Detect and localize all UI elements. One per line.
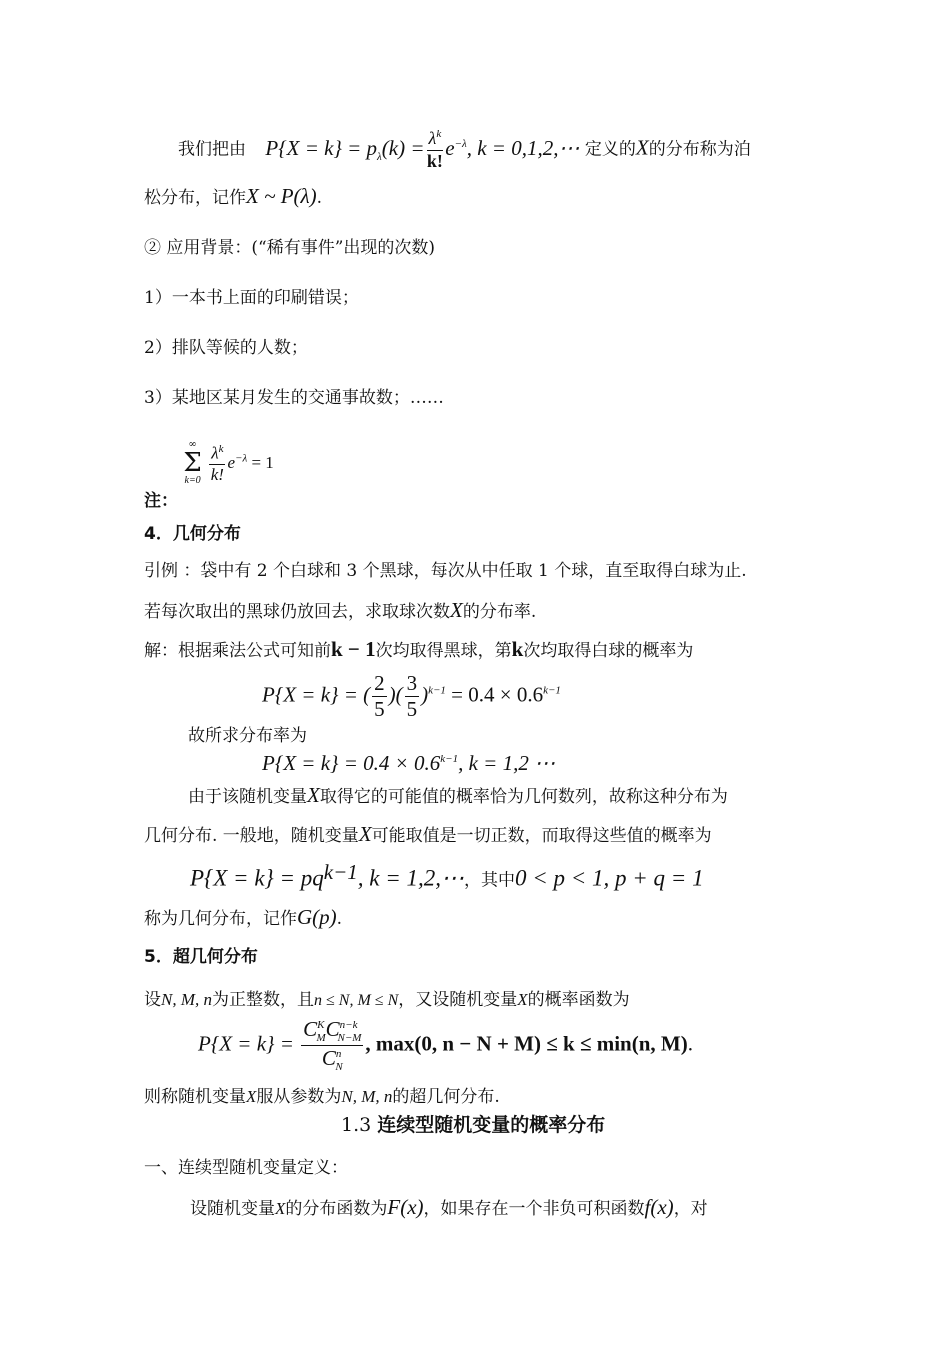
poisson-definition-line xyxy=(178,128,751,172)
note-label: 注： xyxy=(144,490,178,511)
definition-heading: 一、连续型随机变量定义： xyxy=(144,1158,348,1178)
section-heading-hypergeometric: 5．超几何分布 xyxy=(144,947,258,967)
section-title-text: 连续型随机变量的概率分布 xyxy=(377,1114,606,1136)
text: 定义的 xyxy=(584,139,636,160)
application-heading: ② 应用背景：(“稀有事件”出现的次数) xyxy=(144,238,436,258)
solution-line: 解：根据乘法公式可知前k − 1次均取得黑球，第k次均取得白球的概率为 xyxy=(144,637,694,661)
list-item: 1）一本书上面的印刷错误； xyxy=(144,288,359,308)
paragraph-line: 则称随机变量X服从参数为N, M, n的超几何分布. xyxy=(144,1087,500,1107)
text: 的分布称为泊 xyxy=(648,139,751,160)
var-x: X xyxy=(635,135,649,160)
example-line: 引例 ：袋中有 2 个白球和 3 个黑球，每次从中任取 1 个球，直至取得白球为止. xyxy=(144,561,747,581)
geometric-formula-2: $P\{X = k\} = 0.4 \times 0.6^{k-1}$, k = 1,2 ⋯ xyxy=(262,751,556,775)
paragraph-line: 设N, M, n为正整数，且n ≤ N, M ≤ N，又设随机变量X的概率函数为 xyxy=(144,990,630,1010)
section-title xyxy=(341,1116,605,1135)
paragraph-line: 设随机变量X的分布函数为F(x)，如果存在一个非负可积函数f(x)，对 xyxy=(190,1195,708,1219)
geometric-formula-3: $P\{X = k\} = pq^{k-1}$, k = 1,2,⋯，其中0 < p < 1, p + q = 1 xyxy=(190,860,704,891)
list-item: 2）排队等候的人数； xyxy=(144,338,308,358)
section-number: 1.3 xyxy=(341,1114,372,1136)
paragraph-line: 由于该随机变量X取得它的可能值的概率恰为几何数列，故称这种分布为 xyxy=(188,783,728,807)
formula: $P\{X = k\} = p_\lambda(k)$ = $\frac{\lambda^k}{k!}$ $e^{-\lambda}$, k = 0,1,2,⋯ xyxy=(265,128,580,171)
geometric-formula-1: P{X = k} = ( $\frac{2}{5}$ )( $\frac{3}{5}$ )$^{k-1} = 0.4 \times 0.6^{k-1}$ xyxy=(262,671,561,722)
text-line: 故所求分布率为 xyxy=(188,726,307,746)
note-formula: $\frac{\lambda^k}{k!}$ $e^{-\lambda} = 1$ xyxy=(210,442,274,484)
text: 我们把由 xyxy=(178,139,246,160)
example-line-2: 若每次取出的黑球仍放回去，求取球次数X的分布率. xyxy=(144,598,537,622)
poisson-notation-line: 松分布，记作X ~ P(λ). xyxy=(144,184,323,208)
list-item: 3）某地区某月发生的交通事故数；…… xyxy=(144,388,444,408)
paragraph-line: 称为几何分布，记作G(p). xyxy=(144,905,343,929)
paragraph-line: 几何分布. 一般地，随机变量X可能取值是一切正数，而取得这些值的概率为 xyxy=(144,822,712,846)
note-line xyxy=(144,439,274,511)
sum-symbol: ∞ Σ k=0 xyxy=(183,439,202,486)
section-heading-geometric: 4．几何分布 xyxy=(144,524,241,544)
hypergeometric-formula: P{X = k} = $\frac{C^K_MC^{n-k}_{N-M}}{C^n_N}$ , max(0, n − N + M) ≤ k ≤ min(n, M). xyxy=(198,1017,693,1074)
